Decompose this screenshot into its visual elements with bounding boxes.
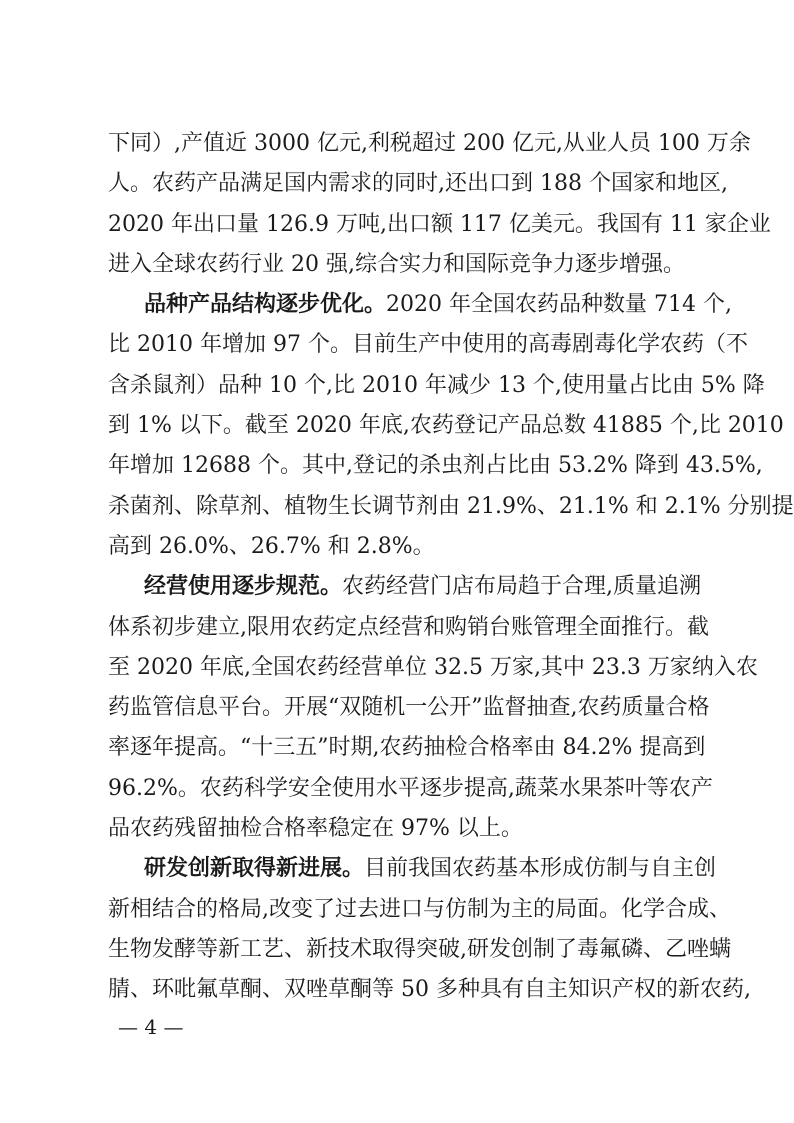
paragraph-product-structure (108, 285, 794, 567)
paragraph-business-use (108, 567, 758, 849)
paragraph-heading: 品种产品结构逐步优化。 (144, 292, 387, 318)
paragraph-heading: 研发创新取得新进展。 (144, 856, 365, 882)
text-line: 年增加 12688 个。其中,登记的杀虫剂占比由 53.2% 降到 43.5%, (108, 453, 763, 479)
paragraph-heading: 经营使用逐步规范。 (144, 574, 343, 600)
text-line: 进入全球农药行业 20 强,综合实力和国际竞争力逐步增强。 (108, 251, 685, 277)
text-line: 杀菌剂、除草剂、植物生长调节剂由 21.9%、21.1% 和 2.1% 分别提 (108, 493, 794, 519)
text-line: 研发创新取得新进展。目前我国农药基本形成仿制与自主创 (108, 849, 692, 889)
text-line: 腈、环吡氟草酮、双唑草酮等 50 多种具有自主知识产权的新农药, (108, 977, 751, 1003)
text-line: 药监管信息平台。开展“双随机一公开”监督抽查,农药质量合格 (108, 695, 710, 721)
text-line: 生物发酵等新工艺、新技术取得突破,研发创制了毒氟磷、乙唑螨 (108, 936, 731, 962)
text-line: 含杀鼠剂）品种 10 个,比 2010 年减少 13 个,使用量占比由 5% 降 (108, 372, 765, 398)
text-line: 高到 26.0%、26.7% 和 2.8%。 (108, 533, 435, 559)
text-line: 新相结合的格局,改变了过去进口与仿制为主的局面。化学合成、 (108, 896, 731, 922)
page-number: — 4 — (118, 1015, 184, 1039)
text-line: 比 2010 年增加 97 个。目前生产中使用的高毒剧毒化学农药（不 (108, 332, 748, 358)
document-body (108, 124, 794, 1011)
text-line: 人。农药产品满足国内需求的同时,还出口到 188 个国家和地区, (108, 171, 728, 197)
text-line: 体系初步建立,限用农药定点经营和购销台账管理全面推行。截 (108, 614, 709, 640)
text-line: 品农药残留抽检合格率稳定在 97% 以上。 (108, 816, 523, 842)
text-line: 至 2020 年底,全国农药经营单位 32.5 万家,其中 23.3 万家纳入农 (108, 654, 758, 680)
text-line: 到 1% 以下。截至 2020 年底,农药登记产品总数 41885 个,比 2010 (108, 413, 784, 439)
text-line: 率逐年提高。“十三五”时期,农药抽检合格率由 84.2% 提高到 (108, 735, 706, 761)
text-line: 下同）,产值近 3000 亿元,利税超过 200 亿元,从业人员 100 万余 (108, 131, 751, 156)
text-line: 经营使用逐步规范。农药经营门店布局趋于合理,质量追溯 (108, 567, 692, 607)
text-line: 96.2%。农药科学安全使用水平逐步提高,蔬菜水果茶叶等农产 (108, 775, 713, 801)
paragraph-industry-scale (108, 124, 771, 285)
paragraph-research-innovation (108, 849, 751, 1010)
text-line: 品种产品结构逐步优化。2020 年全国农药品种数量 714 个, (108, 285, 692, 325)
text-line: 2020 年出口量 126.9 万吨,出口额 117 亿美元。我国有 11 家企业 (108, 211, 771, 237)
